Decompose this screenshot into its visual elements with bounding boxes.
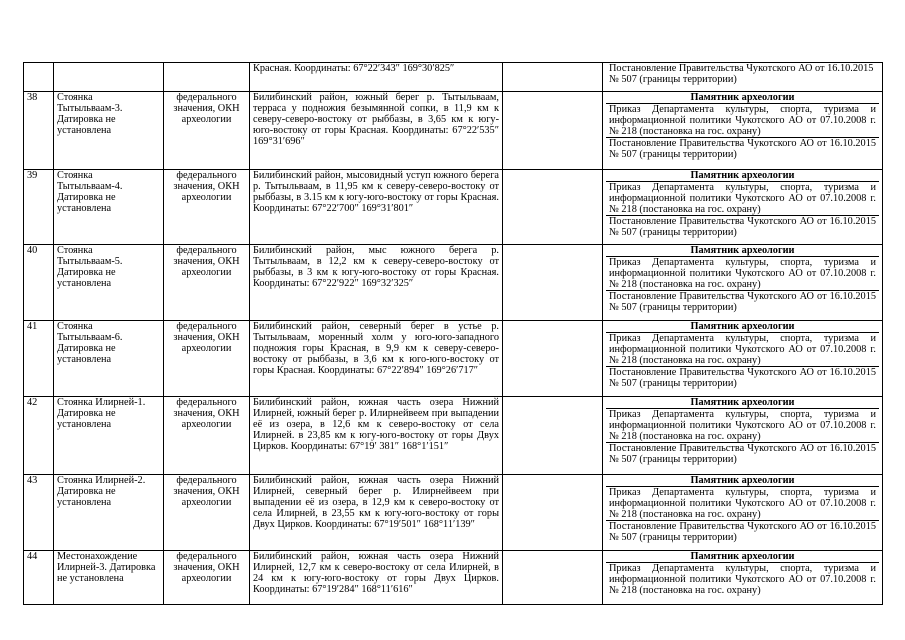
documents-cell (603, 245, 883, 321)
blank-cell (503, 551, 603, 605)
row-number-cell: 38 (24, 92, 54, 170)
blank-cell (503, 475, 603, 551)
table-row (24, 551, 883, 605)
legal-document-entry: Постановление Правительства Чукотского АО от 16.10.2015 № 507 (границы территории) (606, 290, 879, 313)
monument-type-heading: Памятник археологии (606, 551, 879, 563)
documents-cell (603, 63, 883, 92)
blank-cell (503, 397, 603, 475)
table-row (24, 170, 883, 245)
monument-type-heading: Памятник археологии (606, 92, 879, 104)
object-name-cell: Стоянка Илирней-1. Датировка не установлена (54, 397, 164, 475)
object-name-cell: Стоянка Тытыльваам-3. Датировка не установлена (54, 92, 164, 170)
location-cell: Билибинский район, южный берег р. Тытыльваам, терраса у подножия безымянной сопки, в 11,9 км к северу-северо-востоку от рыббазы, в 3,65 км к югу-юго-востоку от горы Красная. Координаты: 67°22′535″ 169°31′696″ (250, 92, 503, 170)
category-cell: федерального значения, ОКН археологии (164, 92, 250, 170)
table-row (24, 397, 883, 475)
object-name-cell: Стоянка Тытыльваам-4. Датировка не установлена (54, 170, 164, 245)
object-name-cell: Стоянка Тытыльваам-5. Датировка не установлена (54, 245, 164, 321)
category-cell (164, 63, 250, 92)
legal-document-entry: Постановление Правительства Чукотского АО от 16.10.2015 № 507 (границы территории) (606, 215, 879, 238)
blank-cell (503, 170, 603, 245)
object-name-cell: Местонахождение Илирней-3. Датировка не установлена (54, 551, 164, 605)
monument-type-heading: Памятник археологии (606, 321, 879, 333)
monument-type-heading: Памятник археологии (606, 397, 879, 409)
legal-document-entry: Приказ Департамента культуры, спорта, туризма и информационной политики Чукотского АО от 07.10.2008 г. № 218 (постановка на гос. охрану) (609, 182, 876, 216)
legal-document-entry: Постановление Правительства Чукотского АО от 16.10.2015 № 507 (границы территории) (606, 366, 879, 389)
category-cell: федерального значения, ОКН археологии (164, 321, 250, 397)
table-body (24, 63, 883, 605)
table-row (24, 92, 883, 170)
location-cell: Билибинский район, мыс южного берега р. Тытыльваам, в 12,2 км к северу-северо-востоку от рыббазы, в 3 км к югу-юго-востоку от горы Красная. Координаты: 67°22′922″ 169°32′325″ (250, 245, 503, 321)
legal-document-entry: Постановление Правительства Чукотского АО от 16.10.2015 № 507 (границы территории) (609, 63, 874, 86)
documents-cell (603, 170, 883, 245)
row-number-cell: 44 (24, 551, 54, 605)
legal-document-entry: Постановление Правительства Чукотского АО от 16.10.2015 № 507 (границы территории) (606, 137, 879, 160)
row-number-cell: 41 (24, 321, 54, 397)
documents-cell (603, 92, 883, 170)
legal-document-entry: Приказ Департамента культуры, спорта, туризма и информационной политики Чукотского АО от 07.10.2008 г. № 218 (постановка на гос. охрану) (609, 104, 876, 138)
blank-cell (503, 92, 603, 170)
legal-document-entry: Постановление Правительства Чукотского АО от 16.10.2015 № 507 (границы территории) (606, 442, 879, 465)
category-cell: федерального значения, ОКН археологии (164, 475, 250, 551)
table-row (24, 63, 883, 92)
table-row (24, 245, 883, 321)
documents-cell (603, 551, 883, 605)
location-cell: Билибинский район, южная часть озера Нижний Илирней, северный берег р. Илирнейвеем при выпадении её из озера, в 12,9 км к северо-востоку от села Илирней, в 23,55 км к югу-юго-востоку от горы Двух Цирков. Координаты: 67°19′501″ 168°11′139″ (250, 475, 503, 551)
legal-document-entry: Постановление Правительства Чукотского АО от 16.10.2015 № 507 (границы территории) (606, 520, 879, 543)
category-cell: федерального значения, ОКН археологии (164, 551, 250, 605)
row-number-cell: 43 (24, 475, 54, 551)
legal-document-entry: Приказ Департамента культуры, спорта, туризма и информационной политики Чукотского АО от 07.10.2008 г. № 218 (постановка на гос. охрану) (609, 333, 876, 367)
row-number-cell: 40 (24, 245, 54, 321)
documents-cell (603, 475, 883, 551)
table-row (24, 321, 883, 397)
object-name-cell: Стоянка Тытыльваам-6. Датировка не установлена (54, 321, 164, 397)
table-row (24, 475, 883, 551)
location-cell: Билибинский район, южная часть озера Нижний Илирней, 12,7 км к северо-востоку от села Илирней, в 24 км к югу-юго-востоку от горы Двух Цирков. Координаты: 67°19′284″ 168°11′616″ (250, 551, 503, 605)
legal-document-entry: Приказ Департамента культуры, спорта, туризма и информационной политики Чукотского АО от 07.10.2008 г. № 218 (постановка на гос. охрану) (609, 409, 876, 443)
heritage-register-table (23, 62, 883, 605)
monument-type-heading: Памятник археологии (606, 475, 879, 487)
location-cell: Билибинский район, южная часть озера Нижний Илирней, южный берег р. Илирнейвеем при выпадении её из озера, в 12,6 км к северо-востоку от села Илирней. в 23,85 км к югу-юго-востоку от горы Двух Цирков. Координаты: 67°19′ 381″ 168°1′151″ (250, 397, 503, 475)
location-cell: Билибинский район, северный берег в устье р. Тытыльваам, моренный холм у юго-юго-западного подножия горы Красная, в 9,9 км к северу-северо-востоку от рыббазы, в 3,6 км к юго-юго-востоку от горы Красная. Координаты: 67°22′894″ 169°26′717″ (250, 321, 503, 397)
row-number-cell: 39 (24, 170, 54, 245)
category-cell: федерального значения, ОКН археологии (164, 170, 250, 245)
category-cell: федерального значения, ОКН археологии (164, 245, 250, 321)
row-number-cell: 42 (24, 397, 54, 475)
documents-cell (603, 321, 883, 397)
blank-cell (503, 63, 603, 92)
blank-cell (503, 245, 603, 321)
legal-document-entry: Приказ Департамента культуры, спорта, туризма и информационной политики Чукотского АО от 07.10.2008 г. № 218 (постановка на гос. охрану) (609, 487, 876, 521)
category-cell: федерального значения, ОКН археологии (164, 397, 250, 475)
monument-type-heading: Памятник археологии (606, 170, 879, 182)
blank-cell (503, 321, 603, 397)
object-name-cell (54, 63, 164, 92)
location-cell: Красная. Координаты: 67°22′343″ 169°30′825″ (250, 63, 503, 92)
object-name-cell: Стоянка Илирней-2. Датировка не установлена (54, 475, 164, 551)
row-number-cell (24, 63, 54, 92)
location-cell: Билибинский район, мысовидный уступ южного берега р. Тытыльваам, в 11,95 км к северу-северо-востоку от рыббазы, в 3.15 км к югу-юго-востоку от горы Красная. Координаты: 67°22′700″ 169°31′801″ (250, 170, 503, 245)
legal-document-entry: Приказ Департамента культуры, спорта, туризма и информационной политики Чукотского АО от 07.10.2008 г. № 218 (постановка на гос. охрану) (609, 563, 876, 597)
documents-cell (603, 397, 883, 475)
legal-document-entry: Приказ Департамента культуры, спорта, туризма и информационной политики Чукотского АО от 07.10.2008 г. № 218 (постановка на гос. охрану) (609, 257, 876, 291)
monument-type-heading: Памятник археологии (606, 245, 879, 257)
